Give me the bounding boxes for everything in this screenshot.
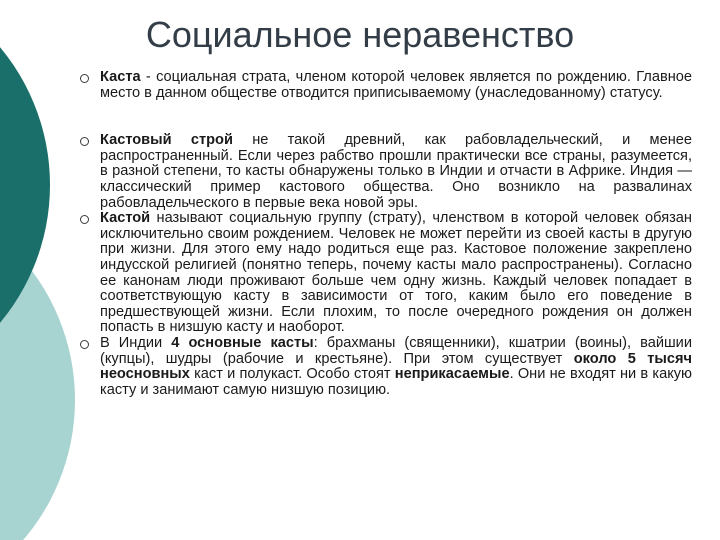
item-text: : брахманы (священники), кшатрии (воины), вайшии (купцы), шудры (рабочие и крестьяне). При этом существует [100, 334, 692, 367]
term-castovy-stroy: Кастовый строй [100, 132, 233, 149]
slide-title: Социальное неравенство [145, 14, 575, 55]
hollow-circle-bullet-icon [80, 137, 89, 146]
hollow-circle-bullet-icon [80, 340, 89, 349]
term-kastoy: Кастой [100, 210, 151, 227]
bullet-list [80, 70, 692, 398]
item-text: каст и полукаст. Особо стоят [189, 366, 395, 383]
list-item [80, 70, 692, 101]
item-text: называют социальную группу (страту), членством в которой человек обязан исключительно своим рождением. Человек не может перейти из своей касты в другую при жизни. Для этого ему надо родиться еще раз. Кастовое положение закреплено индусской религией (понятно теперь, почему касты мало распространены). Согласно ее канонам люди проживают больше чем одну жизнь. Каждый человек попадает в соответствующую касту в зависимости от того, каким было его поведение в предшествующей жизни. Если плохим, то после очередного рождения он должен попасть в низшую касту и наоборот. [100, 210, 692, 336]
hollow-circle-bullet-icon [80, 74, 89, 83]
list-item [80, 336, 692, 398]
item-text: не такой древний, как рабовладельческий, и менее распространенный. Если через рабство прошли практически все страны, разумеется, в разной степени, то касты обнаружены только в Индии и отчасти в Африке. Индия — классический пример кастового общества. Оно возникло на развалинах рабовладельческого в первые века новой эры. [100, 132, 692, 211]
emphasis-five-thousand: около 5 тысяч неосновных [100, 350, 692, 383]
emphasis-four-castes: 4 основные касты [171, 334, 314, 351]
list-item [80, 133, 692, 211]
term-kasta: Каста [100, 69, 141, 85]
list-item [80, 211, 692, 336]
item-text: В Индии [100, 334, 172, 351]
decorative-circles [0, 0, 80, 540]
item-text: . Они не входят ни в какую касту и занимают самую низшую позицию. [100, 366, 692, 398]
hollow-circle-bullet-icon [80, 215, 89, 224]
item-text: - социальная страта, членом которой человек является по рождению. Главное место в данном обществе отводится приписываемому (унаследованному) статусу. [100, 69, 692, 101]
emphasis-untouchables: неприкасаемые [394, 366, 510, 383]
